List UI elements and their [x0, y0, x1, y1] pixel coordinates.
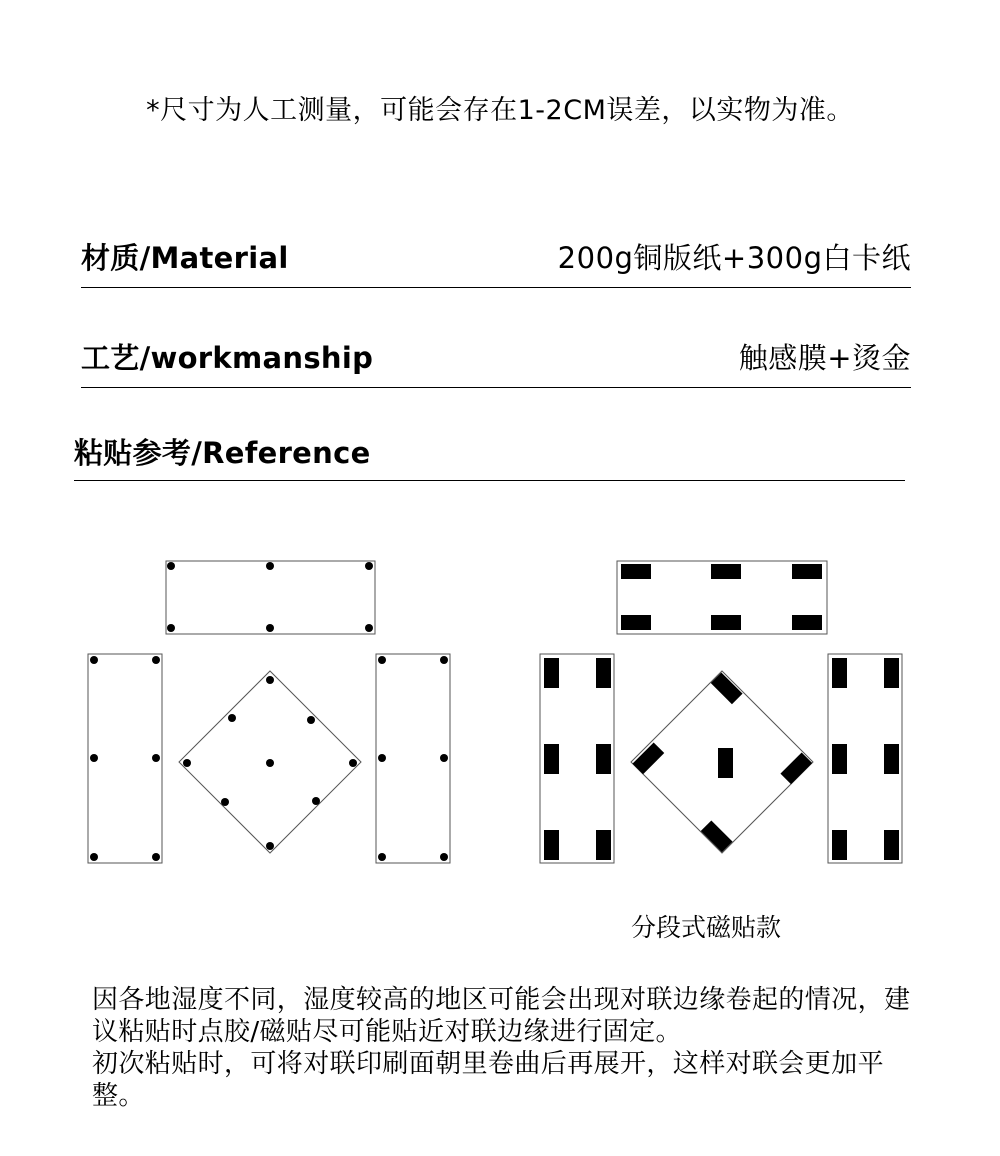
strip-diagram — [540, 561, 902, 863]
glue-dot — [152, 754, 160, 762]
material-value: 200g铜版纸+300g白卡纸 — [557, 241, 911, 275]
glue-dot — [440, 754, 448, 762]
right-scroll-panel — [376, 654, 450, 863]
glue-dot — [365, 562, 373, 570]
glue-dot — [440, 656, 448, 664]
glue-dot — [167, 624, 175, 632]
magnet-strip — [718, 748, 733, 778]
magnet-strip — [544, 658, 559, 688]
glue-dot — [440, 853, 448, 861]
glue-dot — [228, 714, 236, 722]
glue-dot — [266, 624, 274, 632]
glue-dot — [307, 716, 315, 724]
glue-dot — [221, 798, 229, 806]
material-label: 材质/Material — [81, 241, 289, 275]
measurement-note: *尺寸为人工测量，可能会存在1-2CM误差，以实物为准。 — [146, 95, 854, 126]
magnet-strip — [632, 742, 664, 774]
magnet-strip — [711, 564, 741, 579]
magnet-strip — [832, 658, 847, 688]
glue-dot — [266, 759, 274, 767]
glue-dot — [167, 562, 175, 570]
advice-paragraph-humidity: 因各地湿度不同，湿度较高的地区可能会出现对联边缘卷起的情况，建议粘贴时点胶/磁贴尽可能贴近对联边缘进行固定。 — [92, 985, 911, 1047]
glue-dot — [378, 853, 386, 861]
magnet-strip — [792, 564, 822, 579]
reference-title: 粘贴参考/Reference — [74, 436, 371, 470]
glue-dot — [90, 656, 98, 664]
magnet-strip — [832, 830, 847, 860]
glue-dot — [266, 676, 274, 684]
magnet-strip — [544, 830, 559, 860]
magnet-strip — [621, 564, 651, 579]
magnet-strip — [884, 744, 899, 774]
magnet-strip — [596, 830, 611, 860]
advice-text — [92, 984, 922, 1112]
magnet-strip — [596, 744, 611, 774]
magnet-strip — [832, 744, 847, 774]
dot-diagram — [88, 561, 450, 863]
advice-paragraph-rolling: 初次粘贴时，可将对联印刷面朝里卷曲后再展开，这样对联会更加平整。 — [92, 1049, 885, 1111]
magnet-strip — [780, 752, 812, 784]
glue-dot — [266, 842, 274, 850]
magnet-strip — [884, 830, 899, 860]
magnet-strip — [792, 615, 822, 630]
glue-dot — [152, 853, 160, 861]
glue-dot — [365, 624, 373, 632]
magnetic-caption: 分段式磁贴款 — [630, 913, 781, 942]
glue-dot — [183, 759, 191, 767]
glue-dot — [266, 562, 274, 570]
top-scroll-panel — [166, 561, 375, 634]
glue-dot — [378, 754, 386, 762]
glue-dot — [90, 754, 98, 762]
magnet-strip — [884, 658, 899, 688]
glue-dot — [378, 656, 386, 664]
left-scroll-panel — [88, 654, 162, 863]
magnet-strip — [596, 658, 611, 688]
glue-dot — [90, 853, 98, 861]
magnet-strip — [621, 615, 651, 630]
glue-dot — [349, 759, 357, 767]
magnet-strip — [544, 744, 559, 774]
glue-dot — [152, 656, 160, 664]
workmanship-label: 工艺/workmanship — [81, 341, 374, 375]
workmanship-value: 触感膜+烫金 — [738, 341, 911, 375]
magnet-strip — [711, 615, 741, 630]
glue-dot — [312, 797, 320, 805]
